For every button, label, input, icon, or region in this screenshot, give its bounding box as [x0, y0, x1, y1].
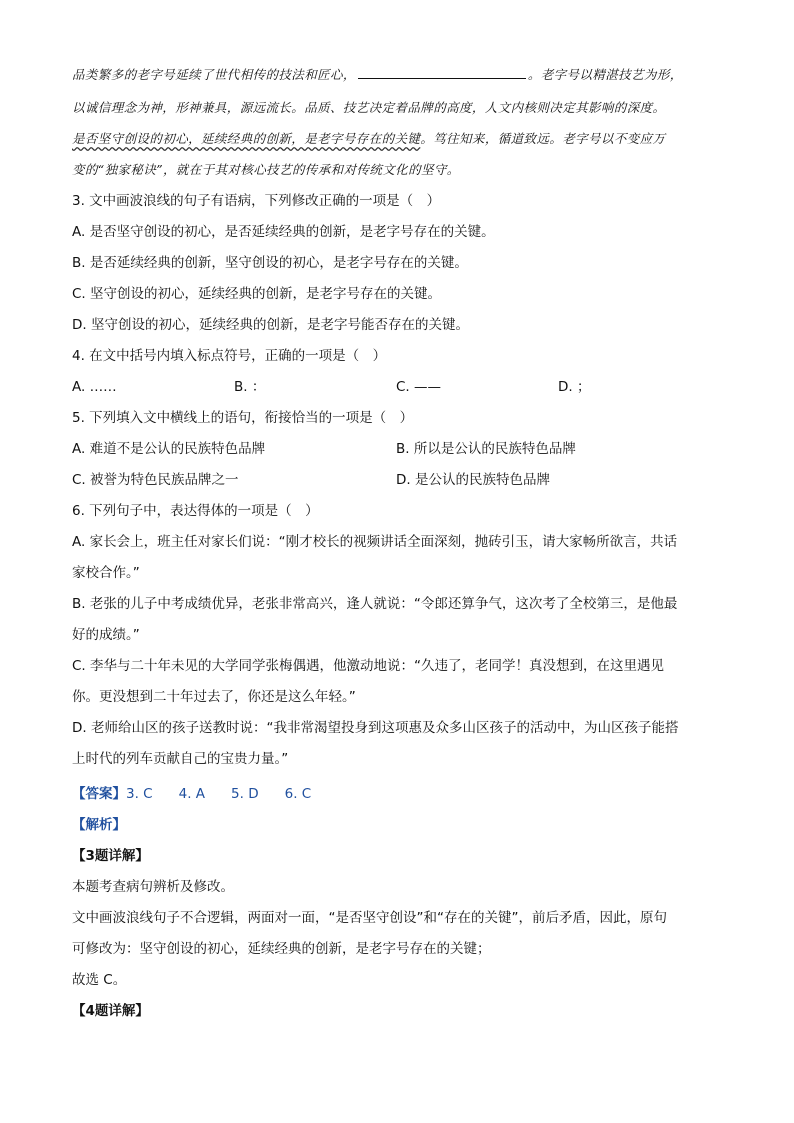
q4-option-a: A. ……: [72, 379, 117, 395]
fill-blank: [358, 66, 526, 79]
question-4-stem: 4. 在文中括号内填入标点符号，正确的一项是（ ）: [72, 348, 387, 364]
q5-option-d: D. 是公认的民族特色品牌: [396, 472, 550, 488]
wavy-sentence: 是否坚守创设的初心，延续经典的创新，是老字号存在的关键: [72, 131, 421, 146]
passage-line-3: [72, 130, 665, 148]
answer-item: 6. C: [284, 786, 312, 802]
q6-option-a-line1: A. 家长会上，班主任对家长们说：“刚才校长的视频讲话全面深刻，抛砖引玉，请大家畅所欲言，共话: [72, 534, 678, 550]
q5-option-a: A. 难道不是公认的民族特色品牌: [72, 441, 266, 457]
q4-option-d: D. ；: [558, 379, 591, 395]
q3-detail-line3: 可修改为：坚守创设的初心，延续经典的创新，是老字号存在的关键；: [72, 941, 491, 957]
q3-detail-line4: 故选 C。: [72, 972, 127, 988]
q6-option-c-line2: 你。更没想到二十年过去了，你还是这么年轻。”: [72, 689, 356, 705]
q3-option-b: B. 是否延续经典的创新，坚守创设的初心，是老字号存在的关键。: [72, 255, 468, 271]
q3-detail-line2: 文中画波浪线句子不合逻辑，两面对一面，“是否坚守创设”和“存在的关键”，前后矛盾，因此，原句: [72, 910, 667, 926]
passage-text: 。老字号以精湛技艺为形，: [527, 67, 683, 82]
q5-option-b: B. 所以是公认的民族特色品牌: [396, 441, 576, 457]
q6-option-a-line2: 家校合作。”: [72, 565, 140, 581]
question-3-stem: 3. 文中画波浪线的句子有语病，下列修改正确的一项是（ ）: [72, 193, 441, 209]
q3-option-c: C. 坚守创设的初心，延续经典的创新，是老字号存在的关键。: [72, 286, 442, 302]
answer-row: [72, 785, 311, 803]
q6-option-c-line1: C. 李华与二十年未见的大学同学张梅偶遇，他激动地说：“久违了，老同学！真没想到，在这里遇见: [72, 658, 665, 674]
q4-option-c: C. ——: [396, 379, 442, 395]
passage-text: 。笃往知来，循道致远。老字号以不变应万: [420, 131, 666, 146]
passage-line-4: 变的“独家秘诀”，就在于其对核心技艺的传承和对传统文化的坚守。: [72, 162, 460, 177]
q6-option-d-line1: D. 老师给山区的孩子送教时说：“我非常渴望投身到这项惠及众多山区孩子的活动中，为山区孩子能搭: [72, 720, 679, 736]
passage-text: 品类繁多的老字号延续了世代相传的技法和匠心，: [72, 67, 356, 82]
q5-option-c: C. 被誉为特色民族品牌之一: [72, 472, 239, 488]
q3-option-d: D. 坚守创设的初心，延续经典的创新，是老字号能否存在的关键。: [72, 317, 469, 333]
question-6-stem: 6. 下列句子中，表达得体的一项是（ ）: [72, 503, 319, 519]
passage-line-1: [72, 66, 683, 84]
q3-detail-title: 【3题详解】: [72, 848, 149, 864]
answer-item: 4. A: [178, 786, 206, 802]
analysis-tag: 【解析】: [72, 817, 126, 833]
q4-detail-title: 【4题详解】: [72, 1003, 149, 1019]
q6-option-b-line2: 好的成绩。”: [72, 627, 140, 643]
answer-tag: 【答案】: [72, 786, 126, 802]
passage-line-2: 以诚信理念为神，形神兼具，源远流长。品质、技艺决定着品牌的高度，人文内核则决定其影响的深度。: [72, 100, 666, 115]
q6-option-d-line2: 上时代的列车贡献自己的宝贵力量。”: [72, 751, 289, 767]
q3-detail-line1: 本题考查病句辨析及修改。: [72, 879, 234, 895]
q3-option-a: A. 是否坚守创设的初心，是否延续经典的创新，是老字号存在的关键。: [72, 224, 495, 240]
q6-option-b-line1: B. 老张的儿子中考成绩优异，老张非常高兴，逢人就说：“令郎还算争气，这次考了全校第三，是他最: [72, 596, 678, 612]
q4-option-b: B. ：: [234, 379, 266, 395]
answer-item: 3. C: [126, 786, 153, 802]
answer-item: 5. D: [231, 786, 259, 802]
question-5-stem: 5. 下列填入文中横线上的语句，衔接恰当的一项是（ ）: [72, 410, 414, 426]
